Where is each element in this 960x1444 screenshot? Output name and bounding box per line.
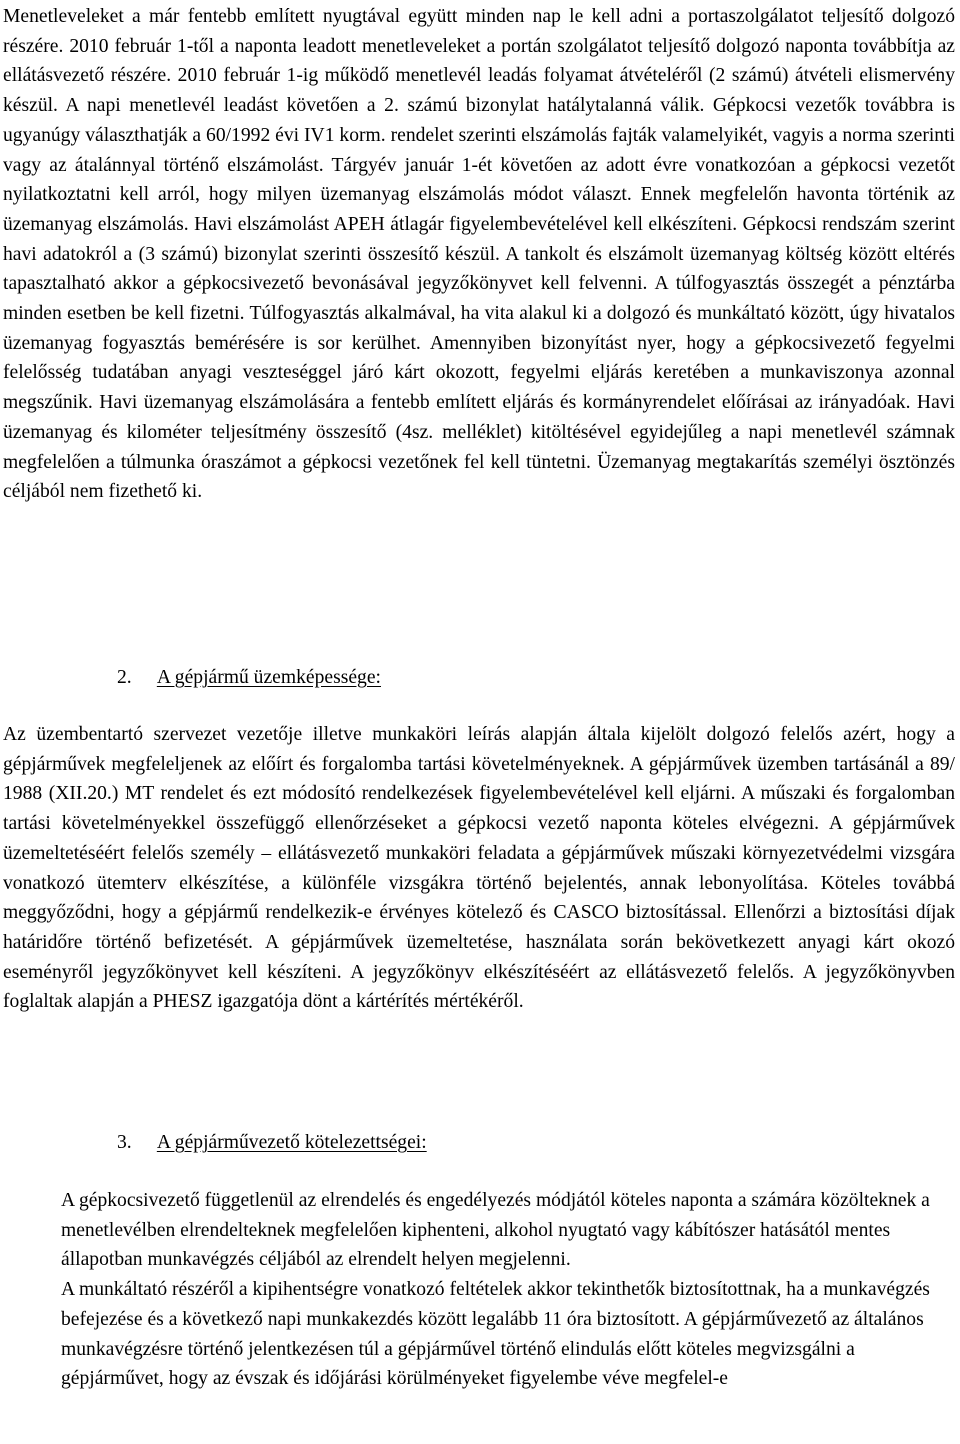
section-2-paragraph: Az üzembentartó szervezet vezetője illetve munkaköri leírás alapján általa kijelölt dolgozó felelős azért, hogy a gépjárművek megfeleljenek az előírt és forgalomba tartási követelményeknek. A gépjárművek üzemben tartásánál a 89/ 1988 (XII.20.) MT rendelet és ezt módosító rendelkezések figyelembevételével kell eljárni. A műszaki és forgalomban tartási követelményekkel összefüggő ellenőrzéseket a gépkocsi vezető naponta köteles elvégezni. A gépjárművek üzemeltetéséért felelős személy – ellátásvezető munkaköri feladata a gépjárművek műszaki környezetvédelmi vizsgára vonatkozó ütemterv elkészítése, a különféle vizsgákra történő bejelentés, annak lebonyolítása. Köteles továbbá meggyőződni, hogy a gépjármű rendelkezik-e érvényes kötelező és CASCO biztosítással. Ellenőrzi a biztosítási díjak határidőre történő befizetését. A gépjárművek üzemeltetése, használata során bekövetkezett anyagi kárt okozó eseményről jegyzőkönyvet kell készíteni. A jegyzőkönyv elkészítéséért az ellátásvezető felelős. A jegyzőkönyvben foglaltak alapján a PHESZ igazgatója dönt a kártérítés mértékéről. xyxy=(3,724,955,1013)
section-3-body xyxy=(61,1186,955,1394)
section-3-paragraph-2: A munkáltató részéről a kipihentségre vonatkozó feltételek akkor tekinthetők biztosítottnak, ha a munkavégzés befejezése és a következő napi munkakezdés között legalább 11 óra biztosított. A gépjárművezető az általános munkavégzésre történő jelentkezésen túl a gépjárművel történő elindulás előtt köteles megvizsgálni a gépjárművet, hogy az évszak és időjárási körülményeket figyelembe véve megfelel-e xyxy=(61,1279,930,1390)
section-2-title: A gépjármű üzemképessége: xyxy=(156,667,381,688)
section-2-number: 2. xyxy=(117,667,132,688)
section-3-number: 3. xyxy=(117,1132,132,1153)
section-3-paragraph-1: A gépkocsivezető függetlenül az elrendelés és engedélyezés módjától köteles naponta a számára közölteknek a menetlevélben elrendelteknek megfelelően kiphenteni, alkohol nyugtató vagy kábítószer hatásától mentes állapotban munkavégzés céljából az elrendelt helyen megjelenni. xyxy=(61,1190,930,1271)
intro-paragraph: Menetleveleket a már fentebb említett nyugtával együtt minden nap le kell adni a portaszolgálatot teljesítő dolgozó részére. 2010 február 1-től a naponta leadott menetleveleket a portán szolgálatot teljesítő dolgozó naponta továbbítja az ellátásvezető részére. 2010 február 1-ig működő menetlevél leadás folyamat átvételéről (2 számú) átvételi elismervény készül. A napi menetlevél leadást követően a 2. számú bizonylat hatálytalanná válik. Gépkocsi vezetők továbbra is ugyanúgy választhatják a 60/1992 évi IV1 korm. rendelet szerinti elszámolás fajták valamelyikét, vagyis a norma szerinti vagy az átalánnyal történő elszámolást. Tárgyév január 1-ét követően az adott évre vonatkozóan a gépkocsi vezetőt nyilatkoztatni kell arról, hogy milyen üzemanyag elszámolás módot választ. Ennek megfelelőn havonta történik az üzemanyag elszámolás. Havi elszámolást APEH átlagár figyelembevételével kell elkészíteni. Gépkocsi rendszám szerint havi adatokról a (3 számú) bizonylat szerinti összesítő készül. A tankolt és elszámolt üzemanyag költség között eltérés tapasztalható akkor a gépkocsivezető bevonásával jegyzőkönyvet kell felvenni. A túlfogyasztás összegét a pénztárba minden esetben be kell fizetni. Túlfogyasztás alkalmával, ha vita alakul ki a dolgozó és munkáltató között, úgy hivatalos üzemanyag fogyasztás bemérésére is sor kerülhet. Amennyiben bizonyítást nyer, hogy a gépkocsivezető fegyelmi felelősség tudatában anyagi veszteséggel járó kárt okozott, fegyelmi eljárás keretében a munkaviszonya azonnal megszűnik. Havi üzemanyag elszámolására a fentebb említett eljárás és kormányrendelet előírásai az irányadóak. Havi üzemanyag és kilométer teljesítmény összesítő (4sz. melléklet) kitöltésével egyidejűleg a napi menetlevél számnak megfelelően a túlmunka óraszámot a gépkocsi vezetőnek fel kell tüntetni. Üzemanyag megtakarítás személyi ösztönzés céljából nem fizethető ki. xyxy=(3,6,955,503)
section-3-heading xyxy=(117,1128,427,1158)
section-2-heading xyxy=(117,663,381,693)
section-3-title: A gépjárművezető kötelezettségei: xyxy=(156,1132,427,1153)
